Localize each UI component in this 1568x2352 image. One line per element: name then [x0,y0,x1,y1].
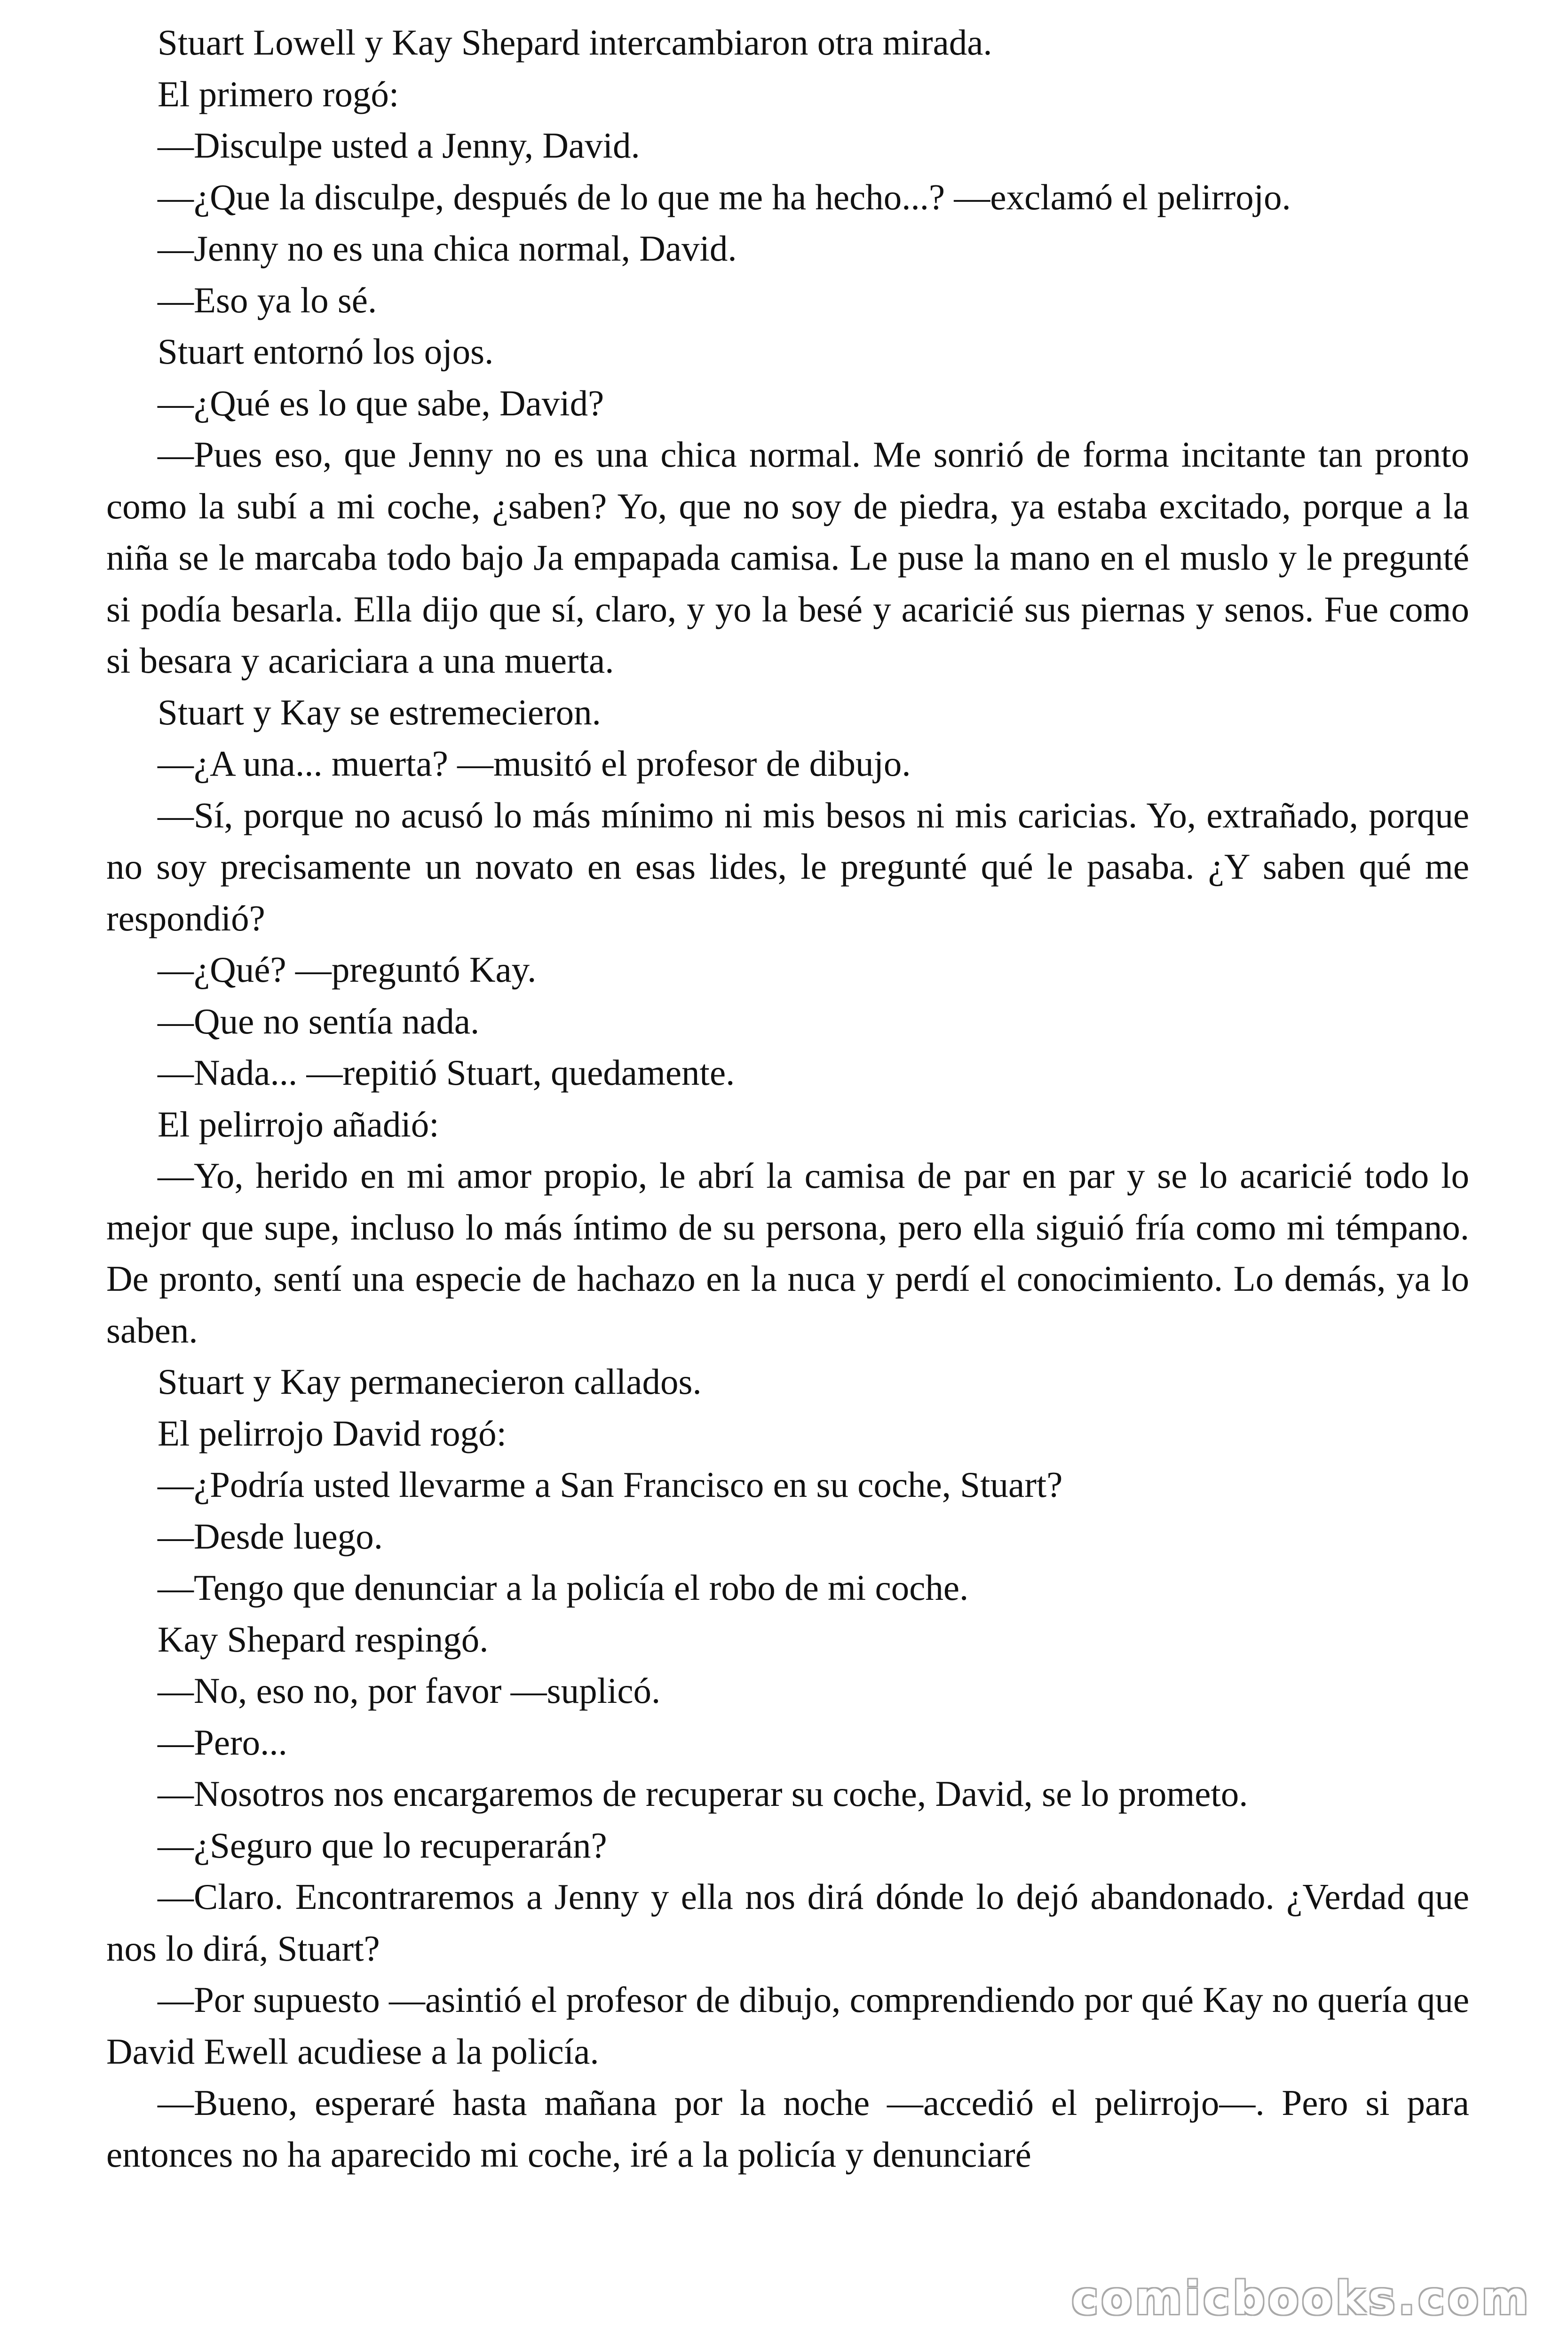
paragraph: —¿A una... muerta? —musitó el profesor de dibujo. [158,743,911,784]
paragraph: Stuart y Kay se estremecieron. [158,691,601,732]
paragraph: —Nada... —repitió Stuart, quedamente. [158,1052,735,1093]
paragraph: —¿Que la disculpe, después de lo que me ha hecho...? —exclamó el pelirrojo. [158,176,1291,217]
paragraph: —Jenny no es una chica normal, David. [158,228,737,269]
paragraph: —Por supuesto —asintió el profesor de dibujo, comprendiendo por qué Kay no quería que David Ewell acudiese a la policía. [106,1979,1469,2072]
paragraph: —No, eso no, por favor —suplicó. [158,1670,661,1711]
paragraph: —¿Seguro que lo recuperarán? [158,1825,607,1866]
paragraph: —¿Podría usted llevarme a San Francisco en su coche, Stuart? [158,1464,1063,1505]
paragraph: —Tengo que denunciar a la policía el robo de mi coche. [158,1567,969,1608]
paragraph: —Pues eso, que Jenny no es una chica normal. Me sonrió de forma incitante tan pronto como la subí a mi coche, ¿saben? Yo, que no soy de piedra, ya estaba excitado, porque a la niña se le marcaba todo bajo Ja empapada camisa. Le puse la mano en el muslo y le pregunté si podía besarla. Ella dijo que sí, claro, y yo la besé y acaricié sus piernas y senos. Fue como si besara y acariciara a una muerta. [106,434,1469,681]
paragraph: —Disculpe usted a Jenny, David. [158,125,640,166]
paragraph: Kay Shepard respingó. [158,1619,489,1660]
paragraph: Stuart y Kay permanecieron callados. [158,1361,702,1402]
paragraph: —Pero... [158,1722,287,1763]
paragraph: —Bueno, esperaré hasta mañana por la noche —accedió el pelirrojo—. Pero si para entonces no ha aparecido mi coche, iré a la policía y denunciaré [106,2082,1469,2175]
paragraph: —¿Qué es lo que sabe, David? [158,382,604,423]
paragraph: —Nosotros nos encargaremos de recuperar su coche, David, se lo prometo. [158,1773,1248,1814]
paragraph: —Eso ya lo sé. [158,279,377,320]
watermark-logo: comicbooks.com [1071,2272,1531,2325]
paragraph: El pelirrojo David rogó: [158,1413,507,1454]
paragraph: —Que no sentía nada. [158,1001,480,1041]
page-body [106,17,1469,2180]
paragraph: El pelirrojo añadió: [158,1104,439,1144]
paragraph: El primero rogó: [158,73,399,114]
paragraph: —¿Qué? —preguntó Kay. [158,949,537,990]
paragraph: —Desde luego. [158,1516,383,1557]
paragraph: —Claro. Encontraremos a Jenny y ella nos dirá dónde lo dejó abandonado. ¿Verdad que nos lo dirá, Stuart? [106,1876,1469,1969]
paragraph: Stuart entornó los ojos. [158,331,494,372]
paragraph: —Yo, herido en mi amor propio, le abrí la camisa de par en par y se lo acaricié todo lo mejor que supe, incluso lo más íntimo de su persona, pero ella siguió fría como mi témpano. De pronto, sentí una especie de hachazo en la nuca y perdí el conocimiento. Lo demás, ya lo saben. [106,1155,1469,1351]
paragraph: —Sí, porque no acusó lo más mínimo ni mis besos ni mis caricias. Yo, extrañado, porque no soy precisamente un novato en esas lides, le pregunté qué le pasaba. ¿Y saben qué me respondió? [106,795,1469,938]
paragraph: Stuart Lowell y Kay Shepard intercambiaron otra mirada. [158,22,992,63]
